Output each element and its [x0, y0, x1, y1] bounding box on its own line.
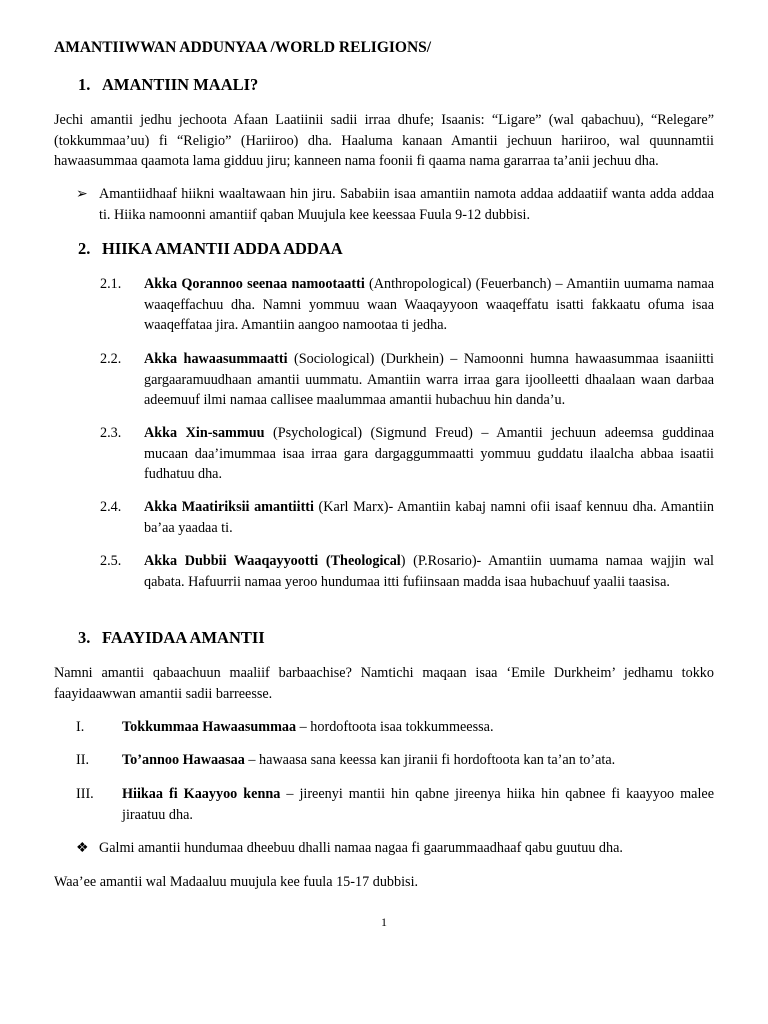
definition-text: (Anthropological) (Feuerbanch) – Amantiin uumama namaa waaqeffachuu dha. Namni yommuu waan Waaqayyoon waaqeffatu isatti fakkaatu ofuma isaa waaqeffataa jira. Amantiin aangoo namootaa ti jedha.: [144, 276, 714, 333]
benefit-term: Tokkummaa Hawaasummaa: [122, 719, 297, 735]
definition-item: [100, 274, 714, 336]
benefit-number: II.: [76, 752, 89, 768]
definition-text: (Psychological) (Sigmund Freud) – Amantii jechuun adeemsa guddinaa mucaan daa’imummaa isaa irraa gara dargaggummaatti yommuu guddatu ilaalcha abbaa isaatii fudhatuu dha.: [144, 425, 714, 482]
definition-number: 2.2.: [100, 351, 122, 367]
section-title: AMANTIIN MAALI?: [102, 75, 259, 94]
diamond-bullet-item: [76, 838, 714, 859]
definition-term: Akka Qorannoo seenaa namootaatti: [144, 276, 365, 292]
definition-text: ) (P.Rosario)- Amantiin uumama namaa wajjin wal qabata. Hafuurrii namaa yeroo hundumaa itti fufiinsaan madda isaa hubachuuf yaalii taasisa.: [144, 553, 714, 590]
section3-paragraph: Namni amantii qabaachuun maaliif barbaachise? Namtichi maqaan isaa ‘Emile Durkheim’ jedhamu tokko faayidaawwan amantii sadii barreesse.: [54, 665, 714, 702]
benefit-text: – hordoftoota isaa tokkummeessa.: [296, 719, 494, 735]
definition-item: [100, 497, 714, 538]
document-title: AMANTIIWWAN ADDUNYAA /WORLD RELIGIONS/: [54, 39, 432, 56]
benefit-item: [76, 784, 714, 825]
section-title: FAAYIDAA AMANTII: [102, 628, 265, 647]
benefit-term: To’annoo Hawaasaa: [122, 752, 245, 768]
intro-paragraph: Jechi amantii jedhu jechoota Afaan Laatiinii sadii irraa dhufe; Isaanis: “Ligare” (wal qabachuu), “Relegare” (tokkummaa’uu) fi “Religio” (Hariiroo) dha. Haaluma kanaan Amantii jechuun hariiroo, wal quunnamtii hawaasummaa qaamota lama gidduu jiru; kanneen nama foonii fi qaama nama gararraa ta’anii jechuu dha.: [54, 112, 714, 169]
section-number: 2.: [78, 239, 91, 258]
definition-number: 2.4.: [100, 499, 122, 515]
benefit-number: I.: [76, 719, 85, 735]
arrow-bullet-icon: ➢: [76, 186, 88, 202]
section-number: 3.: [78, 628, 91, 647]
section-heading-1: [78, 75, 738, 96]
benefit-term: Hiikaa fi Kaayyoo kenna: [122, 786, 281, 802]
definition-term: Akka hawaasummaatti: [144, 351, 288, 367]
diamond-bullet-icon: ❖: [76, 840, 89, 856]
definition-text: (Karl Marx)- Amantiin kabaj namni ofii isaaf kennuu dha. Amantiin ba’aa yaadaa ti.: [144, 499, 714, 536]
closing-line: Waa’ee amantii wal Madaaluu muujula kee fuula 15-17 dubbisi.: [54, 874, 419, 890]
definition-number: 2.5.: [100, 553, 122, 569]
section-heading-3: [78, 628, 738, 649]
benefit-item: [76, 750, 714, 771]
benefit-item: [76, 717, 714, 738]
bullet-text: Amantiidhaaf hiikni waaltawaan hin jiru. Sababiin isaa amantiin namota addaa addaatiif wanta adda addaa ti. Hiika namoonni amantiif qaban Muujula kee keessaa Fuula 9-12 dubbisi.: [99, 186, 714, 223]
bullet-text: Galmi amantii hundumaa dheebuu dhalli namaa nagaa fi gaarummaadhaaf qabu guutuu dha.: [99, 840, 623, 856]
definition-item: [100, 551, 714, 592]
definition-term: Akka Xin-sammuu: [144, 425, 265, 441]
benefit-number: III.: [76, 786, 94, 802]
page-number: 1: [381, 915, 387, 929]
definition-item: [100, 423, 714, 485]
section-number: 1.: [78, 75, 91, 94]
section-heading-2: [78, 239, 738, 260]
definition-item: [100, 349, 714, 411]
definition-term: Akka Dubbii Waaqayyootti (Theological: [144, 553, 401, 569]
section-title: HIIKA AMANTII ADDA ADDAA: [102, 239, 343, 258]
arrow-bullet-item: [76, 184, 714, 225]
definition-term: Akka Maatiriksii amantiitti: [144, 499, 314, 515]
definition-text: (Sociological) (Durkhein) – Namoonni humna hawaasummaa isaaniitti gargaaramuudhaan amantii uummatu. Amantiin warra irraa gara ijoolleetti dhaalaan waan darbaa adeemuuf ilmi namaa callisee maalummaa amantii hubachuu hin danda’u.: [144, 351, 714, 408]
definition-number: 2.1.: [100, 276, 122, 292]
definition-number: 2.3.: [100, 425, 122, 441]
benefit-text: – hawaasa sana keessa kan jiranii fi hordoftoota kan ta’an to’ata.: [244, 752, 616, 768]
benefit-text: – jireenyi mantii hin qabne jireenya hiika hin qabnee fi kaayyoo malee jiraatuu dha.: [122, 786, 715, 823]
